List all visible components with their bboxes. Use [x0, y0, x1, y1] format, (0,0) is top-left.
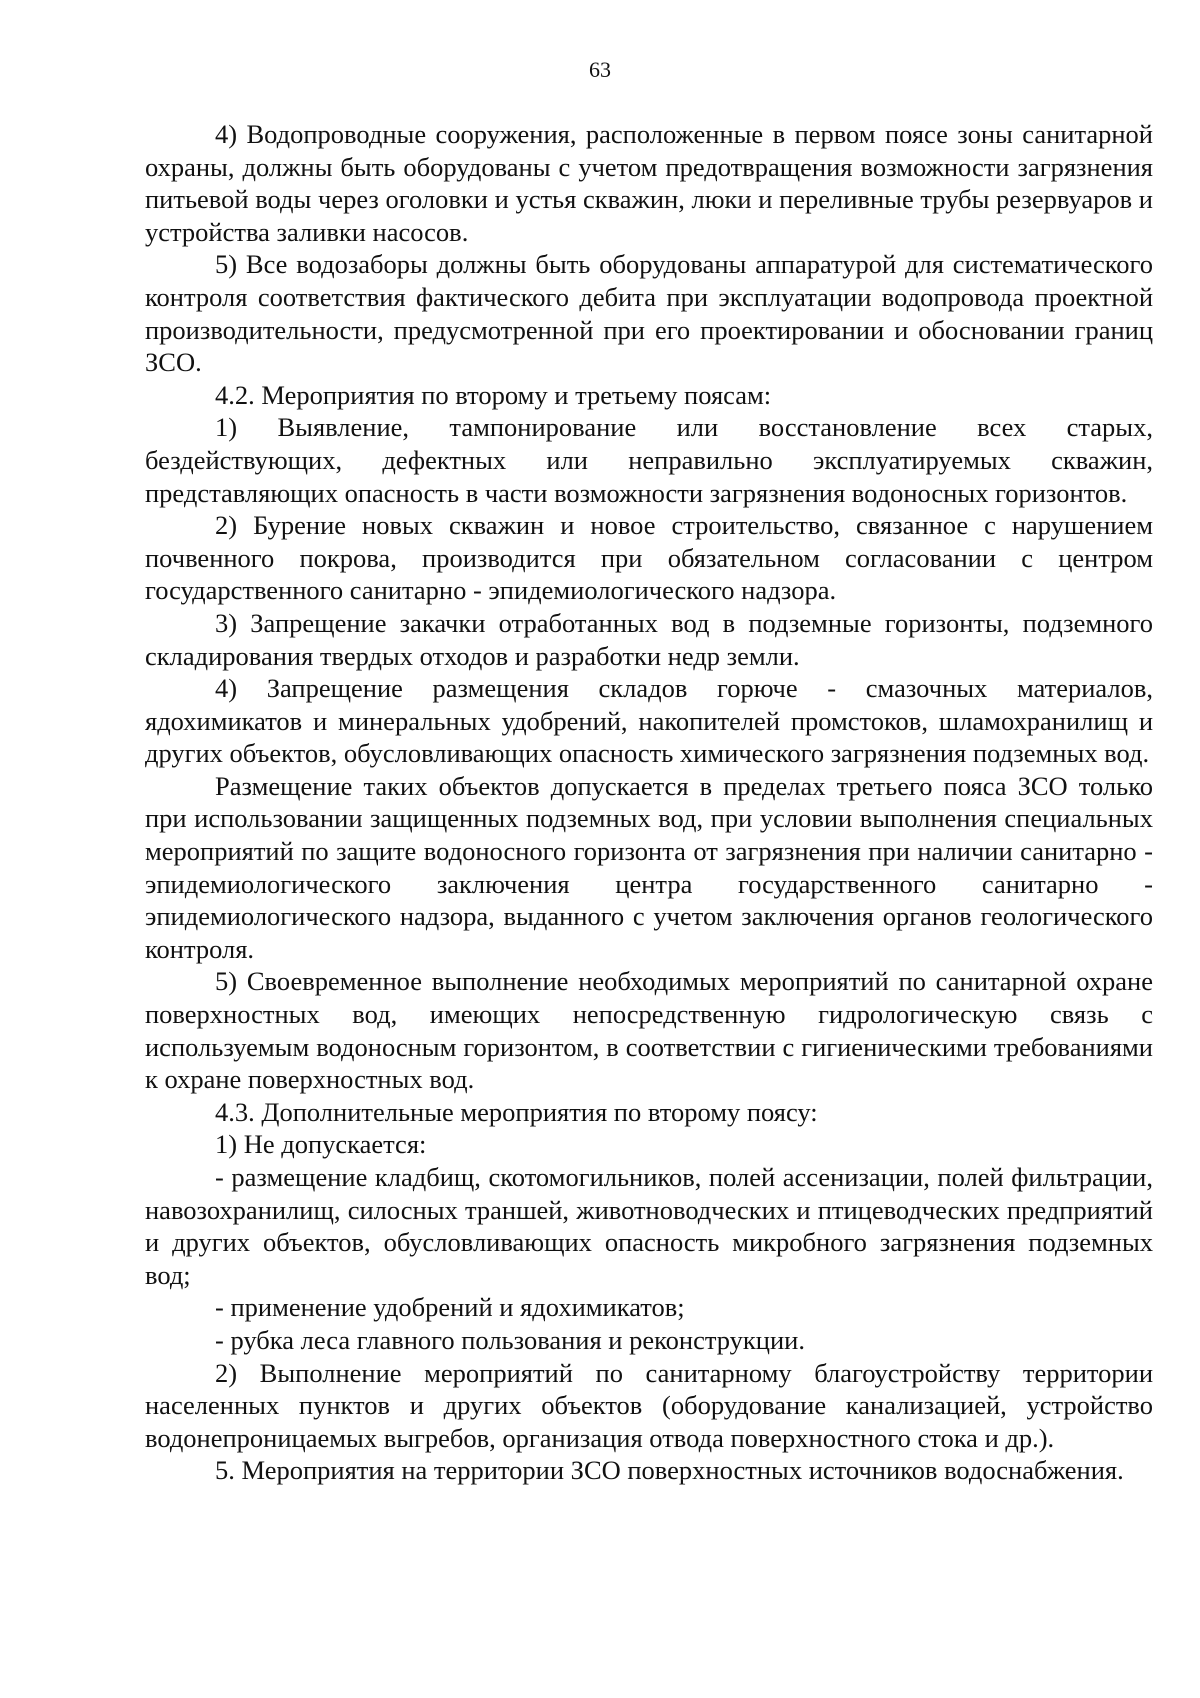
paragraph-item-2-drilling: 2) Бурение новых скважин и новое строительство, связанное с нарушением почвенного покрова, производится при обязательном согласовании с центром государственного санитарно - эпидемиологического надзора. [145, 510, 1153, 606]
section-heading-5: 5. Мероприятия на территории ЗСО поверхностных источников водоснабжения. [215, 1455, 1124, 1486]
paragraph-item-1-not-allowed: 1) Не допускается: [215, 1129, 427, 1160]
section-heading-4-2: 4.2. Мероприятия по второму и третьему поясам: [215, 379, 772, 410]
paragraph-item-1-wells: 1) Выявление, тампонирование или восстановление всех старых, бездействующих, дефектных или неправильно эксплуатируемых скважин, представляющих опасность в части возможности загрязнения водоносных горизонтов. [145, 412, 1153, 508]
paragraph-item-5-water-intakes: 5) Все водозаборы должны быть оборудованы аппаратурой для систематического контроля соответствия фактического дебита при эксплуатации водопровода проектной производительности, предусмотренной при его проектировании и обосновании границ ЗСО. [145, 249, 1153, 378]
page-number: 63 [589, 57, 611, 82]
list-item-placement: - размещение кладбищ, скотомогильников, полей ассенизации, полей фильтрации, навозохранилищ, силосных траншей, животноводческих и птицеводческих предприятий и других объектов, обусловливающих опасность микробного загрязнения подземных вод; [145, 1162, 1153, 1290]
paragraph-item-2-sanitation: 2) Выполнение мероприятий по санитарному благоустройству территории населенных пунктов и других объектов (оборудование канализацией, устройство водонепроницаемых выгребов, организация отвода поверхностного стока и др.). [145, 1357, 1153, 1453]
paragraph-item-4-waterworks: 4) Водопроводные сооружения, расположенные в первом поясе зоны санитарной охраны, должны быть оборудованы с учетом предотвращения возможности загрязнения питьевой воды через оголовки и устья скважин, люки и переливные трубы резервуаров и устройства заливки насосов. [145, 119, 1153, 247]
section-heading-4-3: 4.3. Дополнительные мероприятия по второму поясу: [215, 1096, 818, 1127]
list-item-logging: - рубка леса главного пользования и реконструкции. [215, 1324, 805, 1355]
list-item-fertilizers: - применение удобрений и ядохимикатов; [215, 1292, 685, 1323]
paragraph-placement-conditions: Размещение таких объектов допускается в пределах третьего пояса ЗСО только при использовании защищенных подземных вод, при условии выполнения специальных мероприятий по защите водоносного горизонта от загрязнения при наличии санитарно - эпидемиологического заключения центра государственного санитарно - эпидемиологического надзора, выданного с учетом заключения органов геологического контроля. [145, 770, 1153, 964]
paragraph-item-5-surface-water: 5) Своевременное выполнение необходимых мероприятий по санитарной охране поверхностных вод, имеющих непосредственную гидрологическую связь с используемым водоносным горизонтом, в соответствии с гигиеническими требованиями к охране поверхностных вод. [145, 966, 1153, 1095]
paragraph-item-3-injection-ban: 3) Запрещение закачки отработанных вод в подземные горизонты, подземного складирования твердых отходов и разработки недр земли. [145, 607, 1153, 671]
document-body [145, 118, 1153, 1487]
paragraph-item-4-storage-ban: 4) Запрещение размещения складов горюче - смазочных материалов, ядохимикатов и минеральных удобрений, накопителей промстоков, шламохранилищ и других объектов, обусловливающих опасность химического загрязнения подземных вод. [145, 673, 1153, 769]
